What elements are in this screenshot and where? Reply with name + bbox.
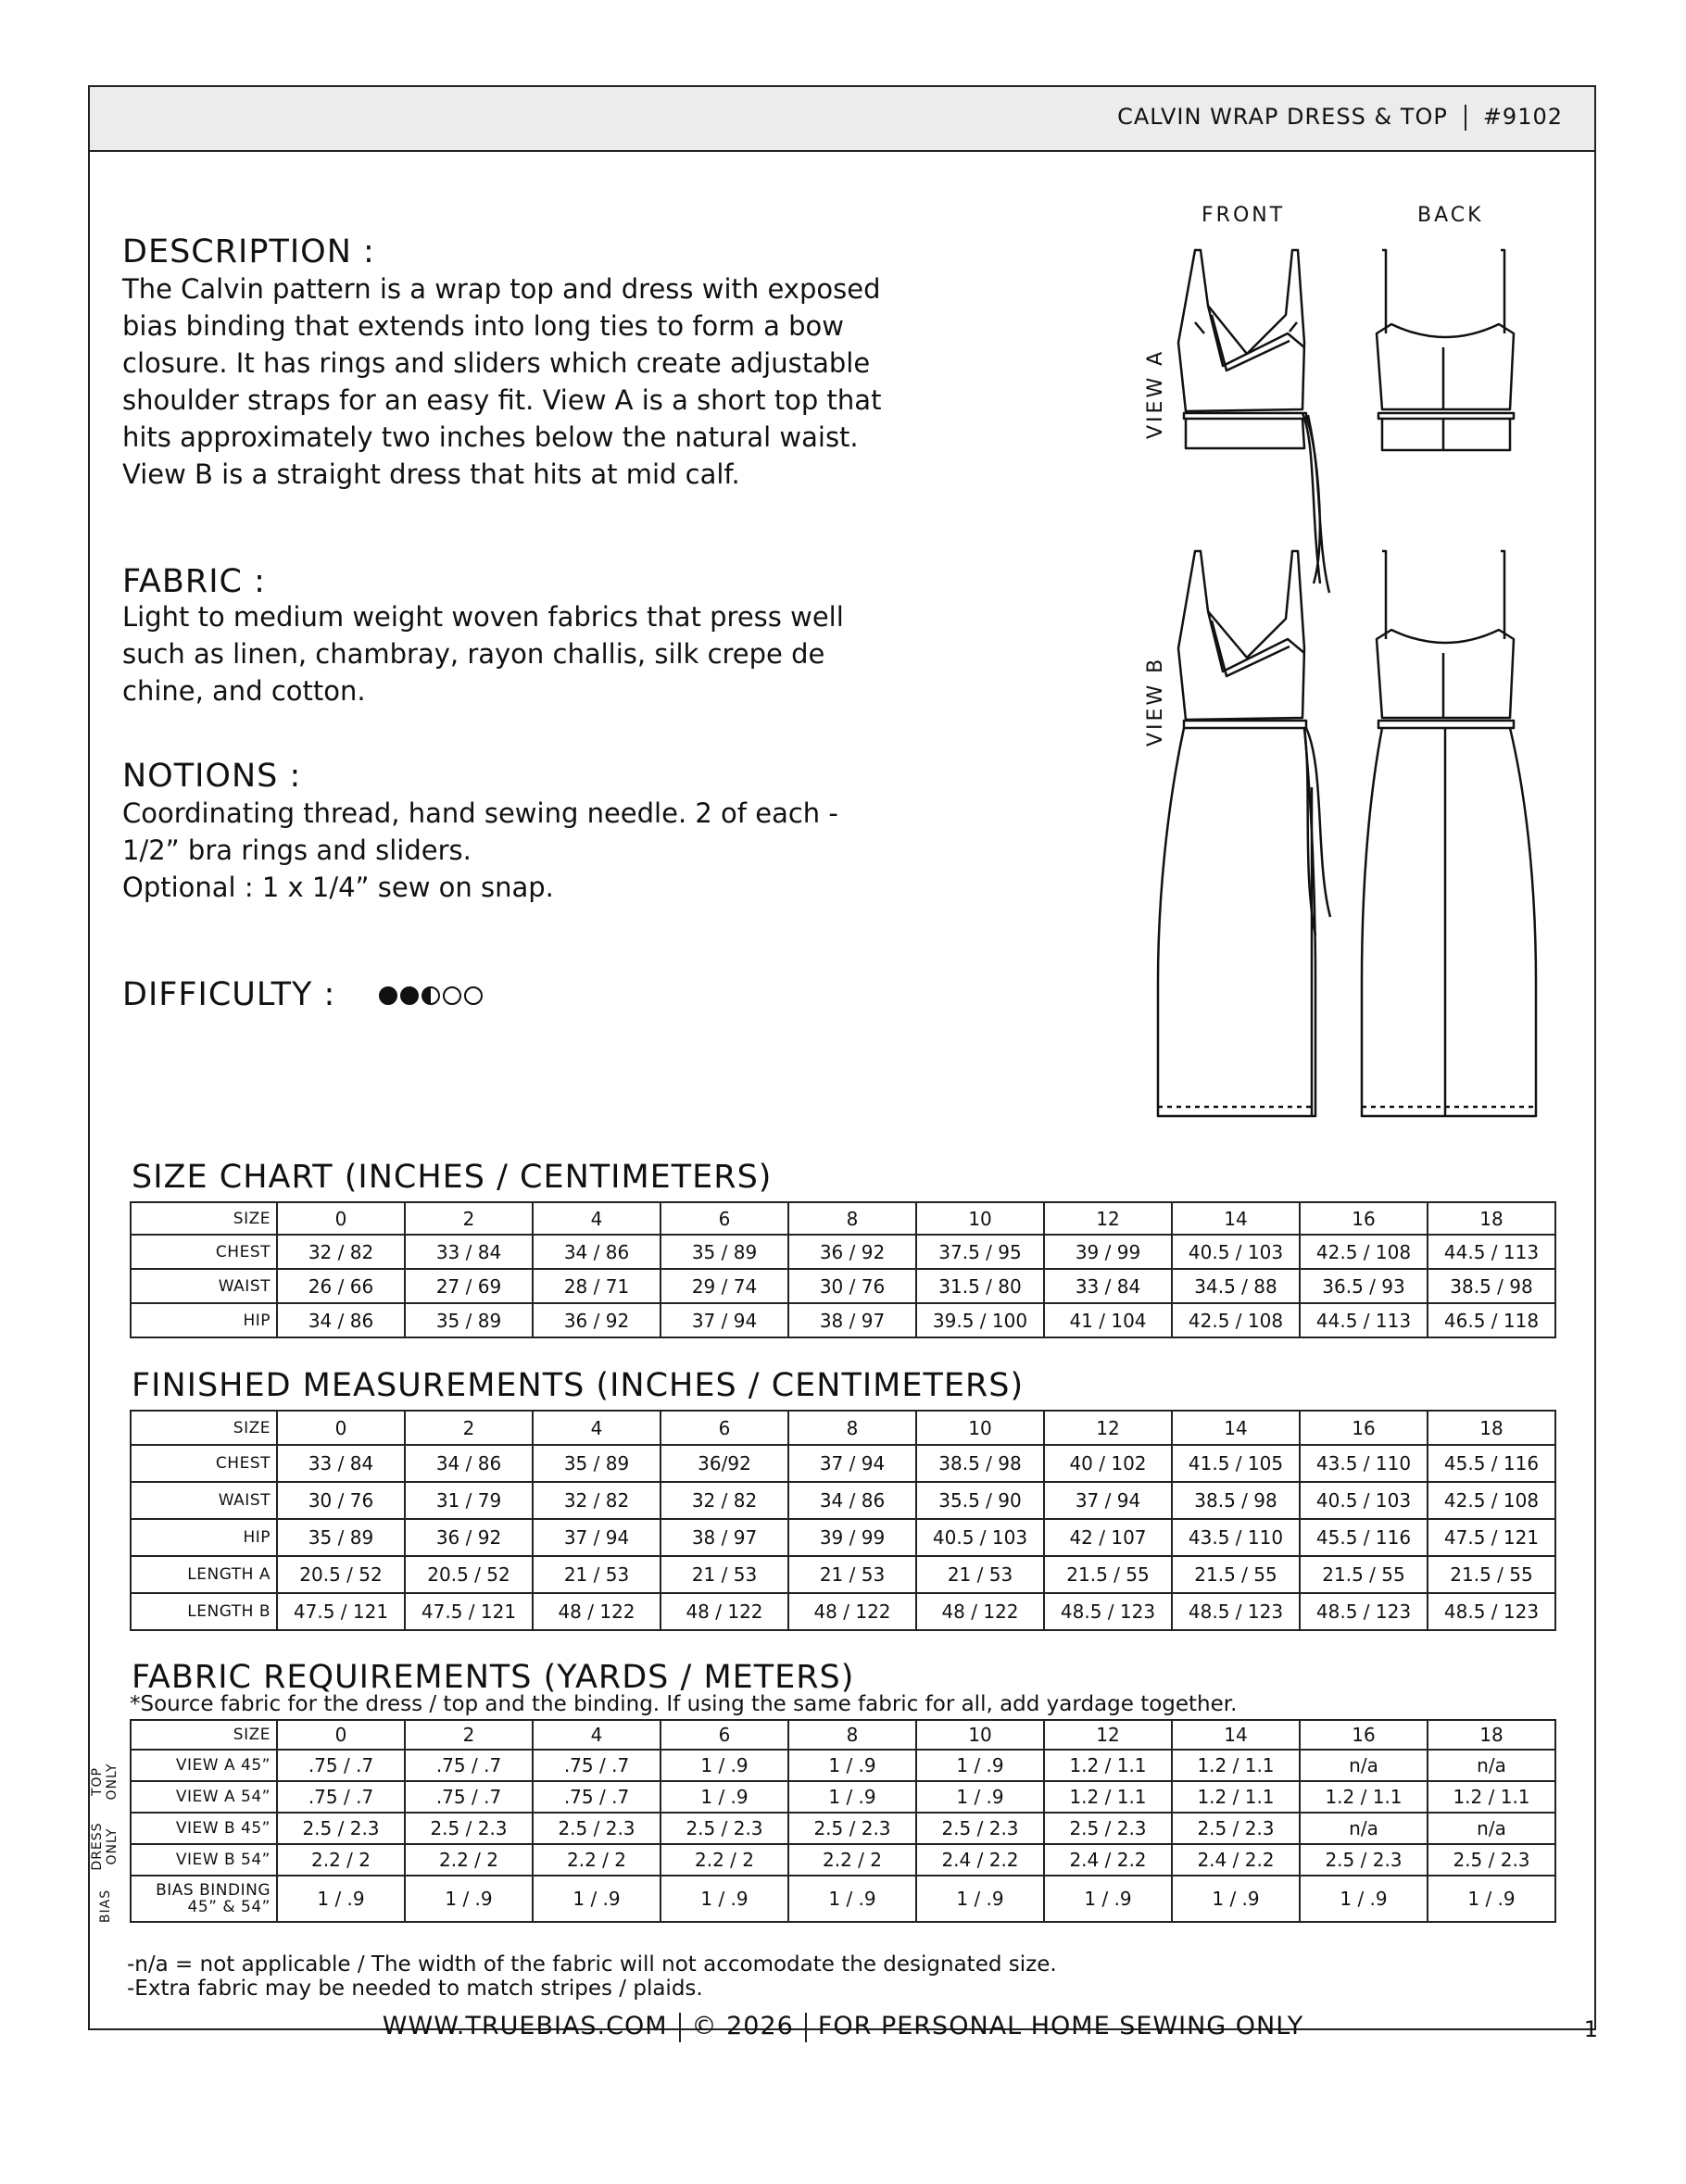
- table-row: [131, 1720, 1555, 1750]
- difficulty-rating: [379, 986, 485, 1009]
- table-cell: 32 / 82: [533, 1482, 661, 1519]
- finished-measurements-table: [130, 1410, 1556, 1631]
- table-cell: 31.5 / 80: [916, 1269, 1044, 1303]
- table-cell: 48 / 122: [916, 1593, 1044, 1630]
- description-line: shoulder straps for an easy fit. View A is a short top that: [122, 384, 882, 416]
- side-label-top: [90, 1751, 120, 1812]
- table-cell: 20.5 / 52: [405, 1556, 533, 1593]
- side-label-dress: [90, 1816, 120, 1876]
- table-row: [131, 1844, 1555, 1876]
- back-label: BACK: [1417, 204, 1484, 227]
- table-cell: 45.5 / 116: [1300, 1519, 1428, 1556]
- table-cell: 43.5 / 110: [1300, 1445, 1428, 1482]
- table-cell: .75 / .7: [405, 1750, 533, 1781]
- notions-line: 1/2” bra rings and sliders.: [122, 835, 472, 866]
- table-cell: 36/92: [661, 1445, 788, 1482]
- row-label: LENGTH B: [131, 1593, 277, 1630]
- notions-heading: NOTIONS :: [122, 758, 302, 795]
- fabric-line: Light to medium weight woven fabrics that press well: [122, 601, 844, 633]
- table-cell: 35 / 89: [533, 1445, 661, 1482]
- difficulty-dot: [379, 986, 397, 1005]
- table-cell: 2.4 / 2.2: [1044, 1844, 1172, 1876]
- table-cell: 2.5 / 2.3: [277, 1813, 405, 1844]
- table-cell: 1 / .9: [405, 1876, 533, 1922]
- table-row: [131, 1876, 1555, 1922]
- table-cell: 31 / 79: [405, 1482, 533, 1519]
- table-cell: 32 / 82: [661, 1482, 788, 1519]
- table-cell: 1 / .9: [661, 1876, 788, 1922]
- table-cell: 41 / 104: [1044, 1303, 1172, 1337]
- table-cell: 2.5 / 2.3: [533, 1813, 661, 1844]
- size-header-cell: 0: [277, 1202, 405, 1235]
- table-cell: 2.5 / 2.3: [1044, 1813, 1172, 1844]
- size-header-cell: 10: [916, 1411, 1044, 1445]
- table-cell: 21.5 / 55: [1300, 1556, 1428, 1593]
- header-text: [1117, 104, 1563, 131]
- difficulty-label: DIFFICULTY :: [122, 976, 336, 1013]
- table-row: [131, 1519, 1555, 1556]
- table-cell: 1.2 / 1.1: [1044, 1750, 1172, 1781]
- size-header-cell: 12: [1044, 1202, 1172, 1235]
- table-cell: 42.5 / 108: [1300, 1235, 1428, 1269]
- table-cell: 2.2 / 2: [533, 1844, 661, 1876]
- row-label: WAIST: [131, 1269, 277, 1303]
- footnote-na: -n/a = not applicable / The width of the fabric will not accomodate the designated size.: [127, 1952, 1057, 1977]
- side-dress-1: DRESS: [90, 1822, 105, 1871]
- table-cell: 46.5 / 118: [1428, 1303, 1555, 1337]
- table-cell: 33 / 84: [405, 1235, 533, 1269]
- table-row: [131, 1303, 1555, 1337]
- size-header-cell: 16: [1300, 1720, 1428, 1750]
- page-number: 1: [1583, 2016, 1598, 2042]
- table-cell: 43.5 / 110: [1172, 1519, 1300, 1556]
- table-cell: 2.2 / 2: [788, 1844, 916, 1876]
- table-cell: 2.4 / 2.2: [1172, 1844, 1300, 1876]
- table-cell: 34 / 86: [277, 1303, 405, 1337]
- table-cell: 42.5 / 108: [1172, 1303, 1300, 1337]
- size-header-cell: 18: [1428, 1411, 1555, 1445]
- row-label: HIP: [131, 1519, 277, 1556]
- table-cell: 48.5 / 123: [1172, 1593, 1300, 1630]
- row-label: VIEW B 54”: [131, 1844, 277, 1876]
- size-chart-table: [130, 1201, 1556, 1338]
- difficulty-dot: [464, 986, 483, 1005]
- fabric-requirements-note: *Source fabric for the dress / top and the binding. If using the same fabric for all, add yardage together.: [130, 1692, 1238, 1716]
- difficulty-dot: [400, 986, 419, 1005]
- size-header-cell: 8: [788, 1202, 916, 1235]
- table-cell: 38.5 / 98: [916, 1445, 1044, 1482]
- size-header-cell: 6: [661, 1720, 788, 1750]
- table-cell: 47.5 / 121: [1428, 1519, 1555, 1556]
- table-cell: 34 / 86: [788, 1482, 916, 1519]
- row-label: SIZE: [131, 1720, 277, 1750]
- size-header-cell: 8: [788, 1720, 916, 1750]
- footer-copyright: © 2026: [691, 2012, 794, 2040]
- table-cell: 21.5 / 55: [1172, 1556, 1300, 1593]
- table-cell: 34.5 / 88: [1172, 1269, 1300, 1303]
- table-cell: 48.5 / 123: [1044, 1593, 1172, 1630]
- table-cell: 37.5 / 95: [916, 1235, 1044, 1269]
- row-label: SIZE: [131, 1411, 277, 1445]
- table-cell: 36 / 92: [533, 1303, 661, 1337]
- notions-text: [122, 795, 1012, 906]
- table-cell: 1.2 / 1.1: [1300, 1781, 1428, 1813]
- table-cell: 2.2 / 2: [277, 1844, 405, 1876]
- table-cell: 2.5 / 2.3: [916, 1813, 1044, 1844]
- table-cell: 1 / .9: [661, 1781, 788, 1813]
- table-row: [131, 1482, 1555, 1519]
- table-cell: n/a: [1300, 1813, 1428, 1844]
- footer-site-link[interactable]: WWW.TRUEBIAS.COM: [382, 2012, 668, 2040]
- table-cell: 36.5 / 93: [1300, 1269, 1428, 1303]
- table-cell: 48 / 122: [661, 1593, 788, 1630]
- table-cell: 2.5 / 2.3: [1428, 1844, 1555, 1876]
- table-row: [131, 1269, 1555, 1303]
- row-label: HIP: [131, 1303, 277, 1337]
- view-b-front: [1158, 551, 1330, 1116]
- view-b-back: [1362, 551, 1536, 1116]
- table-cell: 21.5 / 55: [1044, 1556, 1172, 1593]
- table-cell: 48 / 122: [533, 1593, 661, 1630]
- table-cell: 38 / 97: [788, 1303, 916, 1337]
- table-cell: 40.5 / 103: [916, 1519, 1044, 1556]
- row-label: VIEW A 54”: [131, 1781, 277, 1813]
- footer-divider: [805, 2013, 807, 2042]
- table-row: [131, 1445, 1555, 1482]
- fabric-line: such as linen, chambray, rayon challis, silk crepe de: [122, 638, 825, 670]
- table-cell: 35.5 / 90: [916, 1482, 1044, 1519]
- table-cell: .75 / .7: [405, 1781, 533, 1813]
- table-cell: 40 / 102: [1044, 1445, 1172, 1482]
- garment-illustration: [1130, 232, 1575, 1130]
- table-cell: 47.5 / 121: [277, 1593, 405, 1630]
- table-cell: 34 / 86: [405, 1445, 533, 1482]
- description-line: hits approximately two inches below the natural waist.: [122, 421, 859, 453]
- size-header-cell: 2: [405, 1720, 533, 1750]
- table-row: [131, 1593, 1555, 1630]
- row-label: SIZE: [131, 1202, 277, 1235]
- size-header-cell: 10: [916, 1202, 1044, 1235]
- table-cell: 48.5 / 123: [1300, 1593, 1428, 1630]
- description-line: bias binding that extends into long ties to form a bow: [122, 310, 845, 342]
- side-top-1: TOP: [90, 1767, 105, 1797]
- pattern-title: CALVIN WRAP DRESS & TOP: [1117, 104, 1448, 130]
- table-cell: 21 / 53: [533, 1556, 661, 1593]
- description-heading: DESCRIPTION :: [122, 233, 375, 270]
- table-cell: 44.5 / 113: [1300, 1303, 1428, 1337]
- table-cell: .75 / .7: [277, 1750, 405, 1781]
- footnote-stripes: -Extra fabric may be needed to match stripes / plaids.: [127, 1977, 703, 2001]
- table-cell: 33 / 84: [1044, 1269, 1172, 1303]
- table-cell: 21 / 53: [788, 1556, 916, 1593]
- table-cell: 1 / .9: [1044, 1876, 1172, 1922]
- table-row: [131, 1235, 1555, 1269]
- size-header-cell: 4: [533, 1411, 661, 1445]
- table-cell: 20.5 / 52: [277, 1556, 405, 1593]
- table-cell: 40.5 / 103: [1300, 1482, 1428, 1519]
- view-a-label: VIEW A: [1144, 348, 1167, 439]
- table-cell: 28 / 71: [533, 1269, 661, 1303]
- notions-line: Optional : 1 x 1/4” sew on snap.: [122, 872, 554, 903]
- size-header-cell: 4: [533, 1202, 661, 1235]
- table-cell: 2.5 / 2.3: [1172, 1813, 1300, 1844]
- view-a-back: [1377, 250, 1514, 450]
- table-cell: 2.4 / 2.2: [916, 1844, 1044, 1876]
- table-cell: 40.5 / 103: [1172, 1235, 1300, 1269]
- table-cell: 48 / 122: [788, 1593, 916, 1630]
- view-b-label: VIEW B: [1144, 656, 1167, 747]
- table-cell: 44.5 / 113: [1428, 1235, 1555, 1269]
- table-row: [131, 1750, 1555, 1781]
- size-header-cell: 6: [661, 1202, 788, 1235]
- table-cell: 21.5 / 55: [1428, 1556, 1555, 1593]
- table-cell: 1 / .9: [277, 1876, 405, 1922]
- table-cell: .75 / .7: [277, 1781, 405, 1813]
- size-header-cell: 0: [277, 1411, 405, 1445]
- table-cell: 1.2 / 1.1: [1172, 1750, 1300, 1781]
- size-header-cell: 12: [1044, 1411, 1172, 1445]
- table-cell: 2.5 / 2.3: [1300, 1844, 1428, 1876]
- fabric-text: [122, 598, 1012, 709]
- size-header-cell: 12: [1044, 1720, 1172, 1750]
- table-cell: 39.5 / 100: [916, 1303, 1044, 1337]
- table-row: [131, 1411, 1555, 1445]
- table-cell: 2.5 / 2.3: [788, 1813, 916, 1844]
- size-header-cell: 18: [1428, 1202, 1555, 1235]
- table-row: [131, 1202, 1555, 1235]
- row-label: VIEW B 45”: [131, 1813, 277, 1844]
- table-cell: 42.5 / 108: [1428, 1482, 1555, 1519]
- table-cell: 1.2 / 1.1: [1428, 1781, 1555, 1813]
- side-top-2: ONLY: [105, 1763, 120, 1801]
- view-a-front: [1178, 250, 1329, 593]
- size-header-cell: 2: [405, 1411, 533, 1445]
- table-cell: 34 / 86: [533, 1235, 661, 1269]
- table-cell: 37 / 94: [661, 1303, 788, 1337]
- table-cell: 1 / .9: [916, 1750, 1044, 1781]
- row-label: CHEST: [131, 1445, 277, 1482]
- row-label: BIAS BINDING 45” & 54”: [131, 1876, 277, 1922]
- description-line: View B is a straight dress that hits at mid calf.: [122, 458, 740, 490]
- row-label: LENGTH A: [131, 1556, 277, 1593]
- table-cell: .75 / .7: [533, 1750, 661, 1781]
- fabric-heading: FABRIC :: [122, 563, 266, 600]
- table-cell: 21 / 53: [916, 1556, 1044, 1593]
- table-cell: 38.5 / 98: [1172, 1482, 1300, 1519]
- table-cell: 39 / 99: [788, 1519, 916, 1556]
- table-cell: 2.2 / 2: [405, 1844, 533, 1876]
- table-cell: 2.2 / 2: [661, 1844, 788, 1876]
- table-cell: 1 / .9: [788, 1876, 916, 1922]
- table-cell: 36 / 92: [788, 1235, 916, 1269]
- size-header-cell: 16: [1300, 1202, 1428, 1235]
- notions-line: Coordinating thread, hand sewing needle. 2 of each -: [122, 797, 838, 829]
- description-text: [122, 270, 1012, 493]
- fabric-line: chine, and cotton.: [122, 675, 366, 707]
- table-cell: 47.5 / 121: [405, 1593, 533, 1630]
- table-cell: 2.5 / 2.3: [661, 1813, 788, 1844]
- table-cell: 1 / .9: [661, 1750, 788, 1781]
- row-label: WAIST: [131, 1482, 277, 1519]
- table-cell: 38.5 / 98: [1428, 1269, 1555, 1303]
- table-row: [131, 1556, 1555, 1593]
- finished-measurements-title: FINISHED MEASUREMENTS (INCHES / CENTIMETERS): [132, 1367, 1025, 1404]
- table-cell: n/a: [1428, 1750, 1555, 1781]
- table-row: [131, 1781, 1555, 1813]
- table-cell: 32 / 82: [277, 1235, 405, 1269]
- table-cell: 21 / 53: [661, 1556, 788, 1593]
- table-cell: .75 / .7: [533, 1781, 661, 1813]
- table-cell: 1.2 / 1.1: [1172, 1781, 1300, 1813]
- table-cell: 1 / .9: [1428, 1876, 1555, 1922]
- footer-divider: [679, 2013, 681, 2042]
- table-cell: 26 / 66: [277, 1269, 405, 1303]
- table-cell: 1 / .9: [1300, 1876, 1428, 1922]
- size-header-cell: 14: [1172, 1720, 1300, 1750]
- size-header-cell: 16: [1300, 1411, 1428, 1445]
- table-cell: 36 / 92: [405, 1519, 533, 1556]
- table-cell: 1 / .9: [916, 1781, 1044, 1813]
- row-label: VIEW A 45”: [131, 1750, 277, 1781]
- header-divider: [1465, 105, 1466, 131]
- table-cell: 30 / 76: [277, 1482, 405, 1519]
- size-header-cell: 4: [533, 1720, 661, 1750]
- table-cell: 37 / 94: [1044, 1482, 1172, 1519]
- table-cell: 35 / 89: [277, 1519, 405, 1556]
- row-label: CHEST: [131, 1235, 277, 1269]
- size-header-cell: 18: [1428, 1720, 1555, 1750]
- front-label: FRONT: [1202, 204, 1286, 227]
- description-line: closure. It has rings and sliders which create adjustable: [122, 347, 871, 379]
- table-cell: 1.2 / 1.1: [1044, 1781, 1172, 1813]
- pattern-code: #9102: [1482, 104, 1563, 130]
- table-cell: 42 / 107: [1044, 1519, 1172, 1556]
- side-label-bias: BIAS: [98, 1889, 113, 1924]
- table-cell: 33 / 84: [277, 1445, 405, 1482]
- table-cell: 27 / 69: [405, 1269, 533, 1303]
- table-cell: 1 / .9: [1172, 1876, 1300, 1922]
- table-cell: 37 / 94: [533, 1519, 661, 1556]
- size-header-cell: 10: [916, 1720, 1044, 1750]
- fabric-requirements-table: [130, 1719, 1556, 1923]
- size-header-cell: 0: [277, 1720, 405, 1750]
- table-cell: 35 / 89: [661, 1235, 788, 1269]
- size-header-cell: 2: [405, 1202, 533, 1235]
- table-cell: 1 / .9: [916, 1876, 1044, 1922]
- table-cell: 39 / 99: [1044, 1235, 1172, 1269]
- table-cell: 41.5 / 105: [1172, 1445, 1300, 1482]
- page-header: [90, 87, 1594, 152]
- table-cell: 2.5 / 2.3: [405, 1813, 533, 1844]
- fabric-requirements-title: FABRIC REQUIREMENTS (YARDS / METERS): [132, 1659, 855, 1696]
- difficulty-dot: [422, 986, 440, 1005]
- page-footer: [0, 2012, 1686, 2042]
- table-cell: 45.5 / 116: [1428, 1445, 1555, 1482]
- side-dress-2: ONLY: [105, 1827, 120, 1865]
- size-header-cell: 6: [661, 1411, 788, 1445]
- table-cell: 30 / 76: [788, 1269, 916, 1303]
- table-cell: 48.5 / 123: [1428, 1593, 1555, 1630]
- table-cell: n/a: [1428, 1813, 1555, 1844]
- table-cell: 1 / .9: [788, 1781, 916, 1813]
- size-header-cell: 14: [1172, 1202, 1300, 1235]
- description-line: The Calvin pattern is a wrap top and dress with exposed: [122, 273, 881, 305]
- table-cell: 37 / 94: [788, 1445, 916, 1482]
- size-header-cell: 8: [788, 1411, 916, 1445]
- table-cell: 38 / 97: [661, 1519, 788, 1556]
- size-chart-title: SIZE CHART (INCHES / CENTIMETERS): [132, 1159, 773, 1196]
- difficulty-dot: [443, 986, 461, 1005]
- table-cell: 35 / 89: [405, 1303, 533, 1337]
- table-cell: n/a: [1300, 1750, 1428, 1781]
- table-cell: 29 / 74: [661, 1269, 788, 1303]
- table-cell: 1 / .9: [533, 1876, 661, 1922]
- footer-usage: FOR PERSONAL HOME SEWING ONLY: [817, 2012, 1304, 2040]
- table-cell: 1 / .9: [788, 1750, 916, 1781]
- size-header-cell: 14: [1172, 1411, 1300, 1445]
- table-row: [131, 1813, 1555, 1844]
